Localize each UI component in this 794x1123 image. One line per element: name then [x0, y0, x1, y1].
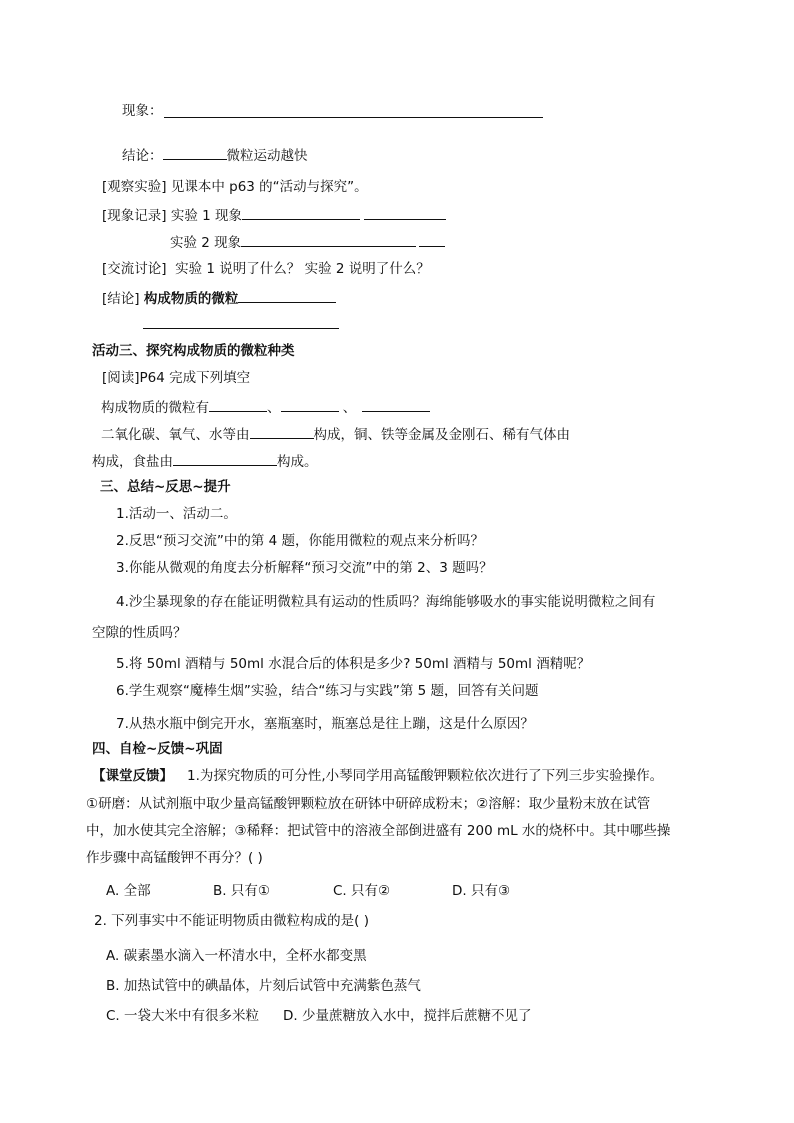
conclusion-label: 结论： [122, 148, 163, 164]
salt-suffix: 构成。 [277, 454, 318, 470]
separator: 、 [338, 400, 357, 416]
record-tag: [现象记录] [102, 208, 167, 224]
section3-heading: 三、总结~反思~提升 [100, 479, 231, 495]
exp1-label: 实验 1 现象 [170, 208, 243, 224]
q2-option-b[interactable]: B. 加热试管中的碘晶体，片刻后试管中充满紫色蒸气 [106, 978, 421, 994]
exp1-blank-a[interactable] [242, 205, 360, 220]
q2-option-d[interactable]: D. 少量蔗糖放入水中，搅拌后蔗糖不见了 [283, 1008, 532, 1024]
activity3-heading: 活动三、探究构成物质的微粒种类 [92, 343, 295, 359]
metals-text: 构成，铜、铁等金属及金刚石、稀有气体由 [313, 427, 570, 443]
q2-stem: 2. 下列事实中不能证明物质由微粒构成的是( ) [94, 913, 369, 929]
phenomenon-label: 现象： [122, 103, 163, 119]
observe-tag: [观察实验] [102, 179, 167, 195]
discussion-tag: [交流讨论] [102, 261, 167, 277]
q1-option-d[interactable]: D. 只有③ [452, 883, 511, 899]
discussion-row [102, 260, 430, 278]
discussion-text: 实验 1 说明了什么？ 实验 2 说明了什么？ [175, 261, 430, 277]
section3-item-6: 6.学生观察“魔棒生烟”实验，结合“练习与实践”第 5 题，回答有关问题 [116, 683, 539, 699]
section3-item-4: 4.沙尘暴现象的存在能证明微粒具有运动的性质吗？海绵能够吸水的事实能说明微粒之间有 [116, 594, 656, 610]
observe-row [102, 178, 368, 196]
q1-option-a[interactable]: A. 全部 [106, 883, 151, 899]
reading-tag: [阅读]P64 完成下列填空 [102, 370, 251, 386]
q1-line-1 [92, 767, 663, 785]
q1-line-4: 作步骤中高锰酸钾不再分？( ) [86, 850, 263, 866]
phenomenon-row [122, 102, 163, 120]
q1-line-2: ①研磨：从试剂瓶中取少量高锰酸钾颗粒放在研钵中研碎成粉末；②溶解：取少量粉末放在试管 [86, 796, 651, 812]
salt-blank[interactable] [173, 451, 277, 466]
activity3-line-1 [101, 397, 430, 417]
section3-item-2: 2.反思“预习交流”中的第 4 题，你能用微粒的观点来分析吗？ [116, 533, 485, 549]
co2-prefix: 二氧化碳、氧气、水等由 [101, 427, 250, 443]
particles-prefix: 构成物质的微粒有 [101, 400, 209, 416]
section3-item-1: 1.活动一、活动二。 [116, 506, 237, 522]
q1-stem: 1.为探究物质的可分性,小琴同学用高锰酸钾颗粒依次进行了下列三步实验操作。 [187, 768, 664, 784]
conclusion-row [122, 145, 308, 165]
q2-option-a[interactable]: A. 碳素墨水滴入一杯清水中，全杯水都变黑 [106, 948, 367, 964]
conclusion-blank-2[interactable] [143, 328, 339, 329]
section4-heading: 四、自检~反馈~巩固 [92, 741, 223, 757]
exp2-label: 实验 2 现象 [170, 235, 242, 251]
feedback-tag: 【课堂反馈】 [92, 768, 173, 784]
particle-blank-3[interactable] [362, 397, 430, 412]
q1-option-c[interactable]: C. 只有② [333, 883, 391, 899]
record-row-1 [102, 205, 446, 225]
conclusion-text: 构成物质的微粒 [143, 291, 239, 307]
activity3-line-3 [92, 451, 318, 471]
conclusion-suffix: 微粒运动越快 [226, 148, 308, 164]
conclusion-blank-1[interactable] [238, 288, 336, 303]
particle-blank-1[interactable] [209, 397, 267, 412]
separator: 、 [267, 400, 281, 416]
section3-item-7: 7.从热水瓶中倒完开水，塞瓶塞时，瓶塞总是往上蹦，这是什么原因？ [116, 716, 534, 732]
section3-item-5: 5.将 50ml 酒精与 50ml 水混合后的体积是多少? 50ml 酒精与 50ml 酒精呢？ [116, 656, 591, 672]
q1-line-3: 中，加水使其完全溶解；③稀释：把试管中的溶液全部倒进盛有 200 mL 水的烧杯中。其中哪些操 [86, 823, 671, 839]
record-row-2 [170, 232, 445, 252]
molecule-blank[interactable] [250, 424, 314, 439]
section3-item-3: 3.你能从微观的角度去分析解释“预习交流”中的第 2、3 题吗？ [116, 560, 493, 576]
q2-option-c[interactable]: C. 一袋大米中有很多米粒 [106, 1008, 260, 1024]
conclusion-final-row [102, 288, 336, 308]
observe-text: 见课本中 p63 的“活动与探究”。 [170, 179, 368, 195]
conclusion-blank[interactable] [163, 145, 227, 160]
exp2-blank-b[interactable] [419, 232, 445, 247]
salt-prefix: 构成，食盐由 [92, 454, 173, 470]
activity3-line-2 [101, 424, 570, 444]
q1-option-b[interactable]: B. 只有① [213, 883, 270, 899]
particle-blank-2[interactable] [281, 397, 339, 412]
section3-item-4-cont: 空隙的性质吗？ [92, 625, 187, 641]
exp1-blank-b[interactable] [364, 205, 446, 220]
phenomenon-blank[interactable] [164, 117, 543, 118]
conclusion-tag: [结论] [102, 291, 140, 307]
exp2-blank-a[interactable] [241, 232, 416, 247]
